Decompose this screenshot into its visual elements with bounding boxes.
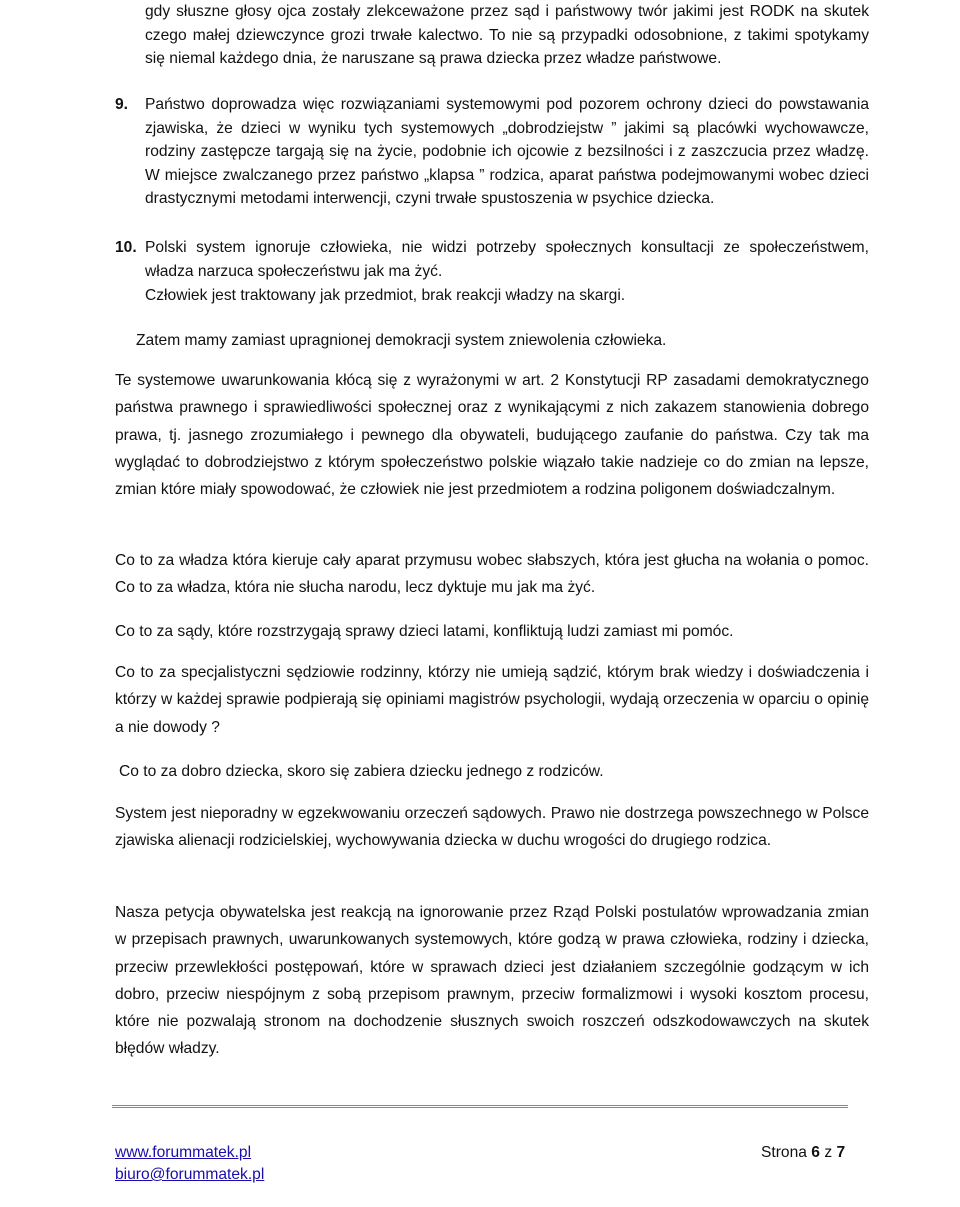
list-item-9: [115, 93, 869, 211]
paragraph-petition: Nasza petycja obywatelska jest reakcją na ignorowanie przez Rząd Polski postulatów wprowadzania zmian w przepisach prawnych, uwarunkowanych systemowych, które godzą w prawa człowieka, rodziny i dziecka, przeciw przewlekłości postępowań, które w sprawach dzieci jest działaniem szczególnie godzącym w ich dobro, przeciw niespójnym z sobą przepisom prawnym, przeciw formalizmowi i wysoki kosztom procesu, które nie pozwalają stronom na dochodzenie słusznych swoich roszczeń odszkodowawczych na skutek błędów władzy.: [115, 904, 869, 1058]
list-item-number: 9.: [115, 96, 129, 113]
continuation-paragraph: gdy słuszne głosy ojca zostały zlekceważone przez sąd i państwowy twór jakimi jest RODK na skutek czego małej dziewczynce grozi trwałe kalectwo. To nie są przypadki odosobnione, z takimi spotykamy się niemal każdego dnia, że naruszane są prawa dziecka przez władze państwowe.: [145, 3, 869, 68]
list-item-text: Państwo doprowadza więc rozwiązaniami systemowymi pod pozorem ochrony dzieci do powstawania zjawiska, że dzieci w wyniku tych systemowych „dobrodziejstw ” jakimi są placówki wychowawcze, rodziny zastępcze targają się na życie, podobnie ich ojcowie z bezsilności i z zaszczucia przez władzę. W miejsce zwalczanego przez państwo „klapsa ” rodzica, aparat państwa podejmowanymi wobec dzieci drastycznymi metodami interwencji, czyni trwałe spustoszenia w psychice dziecka.: [145, 96, 869, 208]
page-of-label: z: [824, 1144, 833, 1161]
list-item-10-extra: Człowiek jest traktowany jak przedmiot, brak reakcji władzy na skargi.: [145, 287, 626, 304]
paragraph-system: System jest nieporadny w egzekwowaniu orzeczeń sądowych. Prawo nie dostrzega powszechnego w Polsce zjawiska alienacji rodzicielskiej, wychowywania dziecka w duchu wrogości do drugiego rodzica.: [115, 805, 869, 850]
list-item-text: Polski system ignoruje człowieka, nie widzi potrzeby społecznych konsultacji ze społeczeństwem, władza narzuca społeczeństwu jak ma żyć.: [145, 239, 869, 280]
paragraph-courts: Co to za sądy, które rozstrzygają sprawy dzieci latami, konfliktują ludzi zamiast mi pomóc.: [115, 623, 734, 640]
paragraph-authority: Co to za władza która kieruje cały aparat przymusu wobec słabszych, która jest głucha na wołania o pomoc. Co to za władza, która nie słucha narodu, lecz dyktuje mu jak ma żyć.: [115, 552, 869, 597]
list-item-number: 10.: [115, 239, 137, 256]
page-number: [761, 1142, 845, 1164]
paragraph-child-welfare: Co to za dobro dziecka, skoro się zabiera dziecku jednego z rodziców.: [119, 763, 604, 780]
footer-website-link[interactable]: www.forummatek.pl: [115, 1144, 252, 1161]
footer-divider: [112, 1105, 848, 1108]
list-item-10: [115, 236, 869, 283]
paragraph-constitution: Te systemowe uwarunkowania kłócą się z wyrażonymi w art. 2 Konstytucji RP zasadami demokratycznego państwa prawnego i sprawiedliwości społecznej oraz z wynikającymi z nich zakazem stanowienia dobrego prawa, tj. jasnego zrozumiałego i pewnego dla obywateli, budującego zaufanie do państwa. Czy tak ma wyglądać to dobrodziejstwo z którym społeczeństwo polskie wiązało takie nadzieje co do zmian na lepsze, zmian które miały spowodować, że człowiek nie jest przedmiotem a rodzina poligonem doświadczalnym.: [115, 372, 869, 499]
footer-email-link[interactable]: biuro@forummatek.pl: [115, 1166, 265, 1183]
page-current: 6: [811, 1144, 820, 1161]
page-total: 7: [836, 1144, 846, 1161]
page-label: Strona: [761, 1144, 807, 1161]
summary-line: Zatem mamy zamiast upragnionej demokracji system zniewolenia człowieka.: [136, 332, 667, 349]
paragraph-judges: Co to za specjalistyczni sędziowie rodzinny, którzy nie umieją sądzić, którym brak wiedzy i doświadczenia i którzy w każdej sprawie podpierają się opiniami magistrów psychologii, wydają orzeczenia w oparciu o opinię a nie dowody ?: [115, 664, 869, 736]
